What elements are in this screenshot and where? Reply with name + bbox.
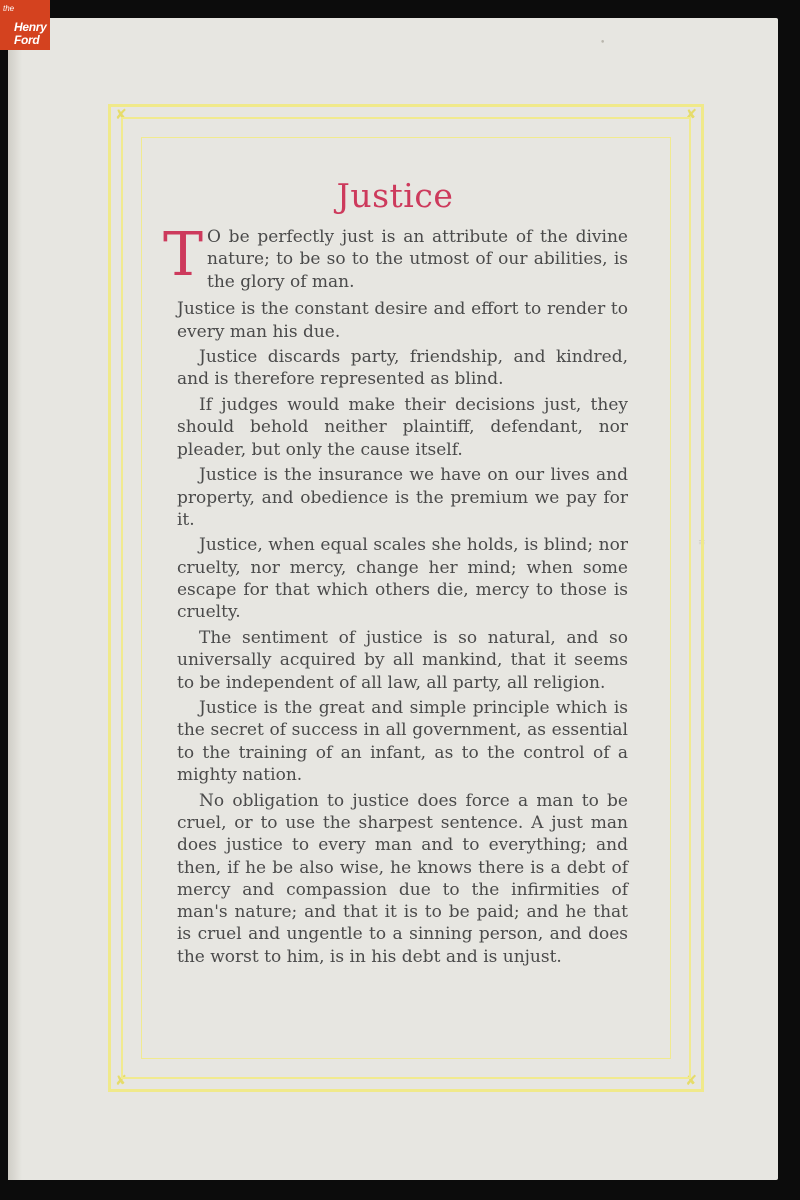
body-text bbox=[163, 220, 628, 971]
paragraph-8: Justice is the great and simple principle which is the secret of success in all government, as essential to the training of an infant, as to the control of a mighty nation. bbox=[177, 698, 628, 786]
paragraph-5: Justice is the insurance we have on our lives and property, and obedience is the premium we pay for it. bbox=[177, 465, 628, 530]
paragraph-3: Justice discards party, friendship, and kindred, and is therefore represented as blind. bbox=[177, 347, 628, 390]
page-mark-icon: • bbox=[600, 38, 606, 48]
corner-ornament-icon: ✘ bbox=[115, 1073, 127, 1089]
paragraph-2: Justice is the constant desire and effort to render to every man his due. bbox=[177, 299, 628, 342]
page-spine-shadow bbox=[8, 18, 22, 1180]
henry-ford-logo bbox=[0, 0, 50, 50]
drop-cap: T bbox=[163, 220, 204, 290]
paragraph-7: The sentiment of justice is so natural, and so universally acquired by all mankind, that it seems to be independent of all law, all party, all religion. bbox=[177, 627, 628, 693]
paragraph-6: Justice, when equal scales she holds, is blind; nor cruelty, nor mercy, change her mind; when some escape for that which others die, mercy to those is cruelty. bbox=[177, 535, 628, 623]
logo-ford: Ford bbox=[14, 33, 40, 47]
corner-ornament-icon: ✘ bbox=[685, 1073, 697, 1089]
corner-ornament-icon: ✘ bbox=[115, 107, 127, 123]
logo-henry: Henry bbox=[14, 20, 47, 34]
paper-blemish-icon: ≡ bbox=[698, 538, 706, 548]
page-title: Justice bbox=[336, 176, 454, 215]
corner-ornament-icon: ✘ bbox=[685, 107, 697, 123]
paragraph-1-text: O be perfectly just is an attribute of the divine nature; to be so to the utmost of our abilities, is the glory of man. bbox=[207, 227, 628, 292]
paragraph-9: No obligation to justice does force a man to be cruel, or to use the sharpest sentence. A just man does justice to every man and to everything; and then, if he be also wise, he knows there is a debt of mercy and compassion due to the infirmities of man's nature; and that it is to be paid; and he that is cruel and ungentle to a sinning person, and does the worst to him, is in his debt and is unjust. bbox=[177, 790, 628, 967]
paragraph-4: If judges would make their decisions just, they should behold neither plaintiff, defendant, nor pleader, but only the cause itself. bbox=[177, 395, 628, 460]
paragraph-1 bbox=[163, 220, 628, 295]
logo-the: the bbox=[3, 4, 15, 13]
